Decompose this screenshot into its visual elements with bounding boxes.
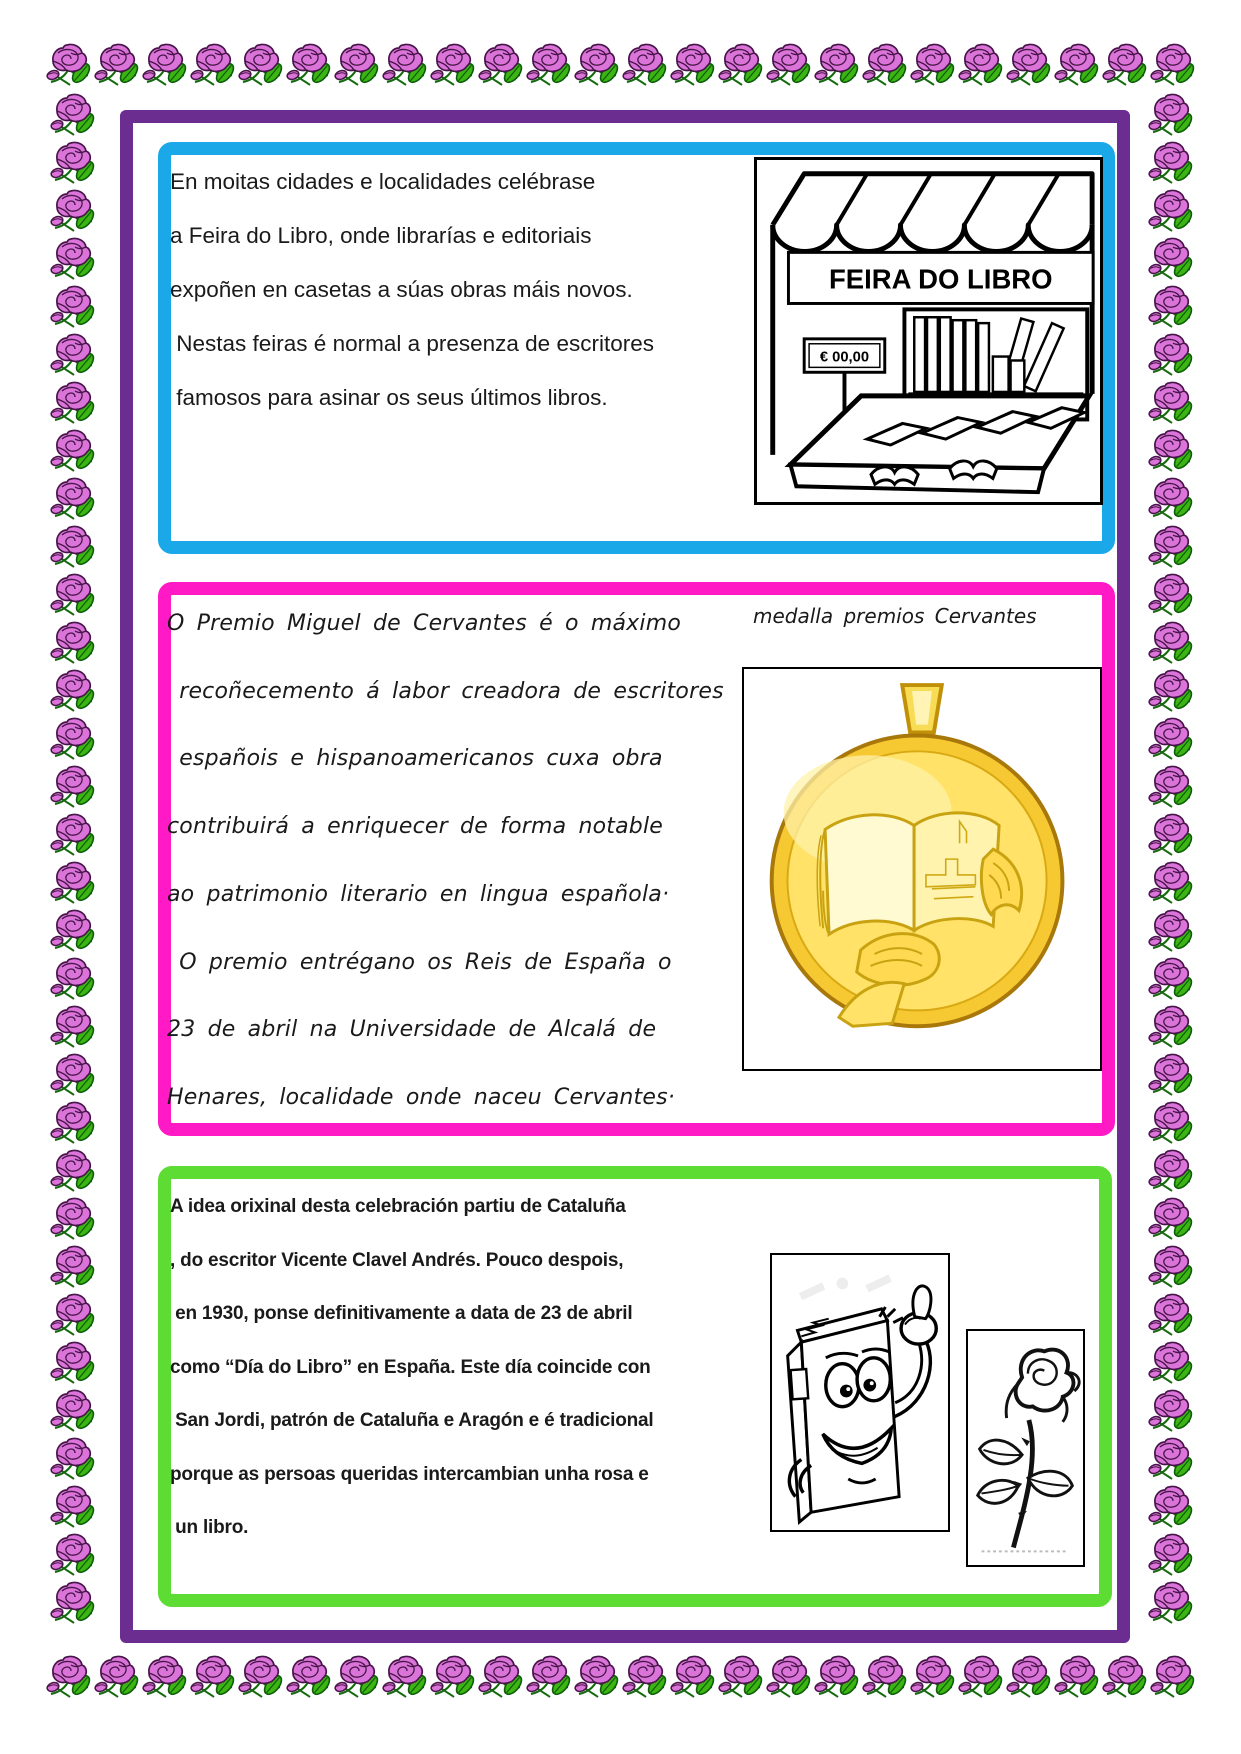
rose-icon: [380, 42, 428, 90]
gold-medal-icon: [744, 669, 1100, 1069]
rose-icon: [140, 42, 188, 90]
rose-icon: [1146, 332, 1194, 380]
text-line: como “Día do Libro” en España. Este día coincide con: [170, 1356, 651, 1378]
rose-icon: [908, 1654, 956, 1702]
rose-icon: [812, 1654, 860, 1702]
rose-icon: [48, 1196, 96, 1244]
rose-icon: [428, 1654, 476, 1702]
rose-icon: [380, 1654, 428, 1702]
rose-icon: [48, 428, 96, 476]
dia-do-libro-paragraph: [170, 1180, 653, 1555]
rose-icon: [236, 42, 284, 90]
rose-icon: [1146, 1196, 1194, 1244]
rose-icon: [668, 1654, 716, 1702]
rose-icon: [48, 140, 96, 188]
rose-icon: [1146, 524, 1194, 572]
rose-icon: [48, 476, 96, 524]
rose-icon: [1004, 42, 1052, 90]
rose-icon: [1146, 668, 1194, 716]
rose-icon: [1146, 92, 1194, 140]
rose-icon: [1052, 42, 1100, 90]
rose-icon: [1146, 476, 1194, 524]
rose-illustration: [966, 1329, 1085, 1567]
rose-icon: [1146, 1148, 1194, 1196]
book-stall-icon: [757, 160, 1100, 502]
rose-icon: [236, 1654, 284, 1702]
text-line: recoñecemento á labor creadora de escritores: [167, 678, 724, 704]
rose-icon: [1146, 1340, 1194, 1388]
text-line: famosos para asinar os seus últimos libros.: [170, 385, 608, 410]
rose-icon: [48, 764, 96, 812]
rose-icon: [1146, 908, 1194, 956]
rose-icon: [48, 1484, 96, 1532]
rose-icon: [1146, 956, 1194, 1004]
rose-border-top: [44, 42, 1196, 90]
rose-icon: [428, 42, 476, 90]
rose-icon: [332, 42, 380, 90]
rose-icon: [1148, 42, 1196, 90]
rose-icon: [48, 1148, 96, 1196]
book-fair-illustration: [754, 157, 1103, 505]
rose-icon: [1100, 1654, 1148, 1702]
rose-icon: [48, 1436, 96, 1484]
rose-icon: [332, 1654, 380, 1702]
medal-caption: medalla premios Cervantes: [753, 604, 1037, 628]
rose-icon: [48, 92, 96, 140]
rose-icon: [956, 42, 1004, 90]
rose-icon: [48, 620, 96, 668]
rose-icon: [48, 572, 96, 620]
rose-icon: [1146, 380, 1194, 428]
text-line: , do escritor Vicente Clavel Andrés. Pouco despois,: [170, 1249, 624, 1271]
rose-icon: [860, 42, 908, 90]
rose-icon: [48, 1340, 96, 1388]
rose-icon: [620, 1654, 668, 1702]
rose-icon: [1146, 860, 1194, 908]
rose-icon: [1146, 716, 1194, 764]
rose-icon: [860, 1654, 908, 1702]
rose-icon: [92, 1654, 140, 1702]
rose-icon: [1146, 236, 1194, 284]
text-line: 23 de abril na Universidade de Alcalá de: [167, 1017, 657, 1043]
text-line: O Premio Miguel de Cervantes é o máximo: [167, 611, 682, 636]
text-line: Henares, localidade onde naceu Cervantes·: [167, 1084, 675, 1110]
rose-icon: [48, 380, 96, 428]
rose-icon: [1146, 1580, 1194, 1628]
rose-icon: [48, 1004, 96, 1052]
rose-icon: [48, 716, 96, 764]
rose-icon: [92, 42, 140, 90]
text-line: O premio entrégano os Reis de España o: [167, 949, 672, 975]
rose-icon: [48, 1292, 96, 1340]
rose-icon: [1146, 1436, 1194, 1484]
text-line: ao patrimonio literario en lingua española·: [167, 881, 670, 907]
rose-border-left: [48, 92, 96, 1628]
rose-icon: [48, 332, 96, 380]
feira-paragraph: [170, 155, 654, 425]
text-line: a Feira do Libro, onde librarías e editoriais: [170, 223, 592, 248]
rose-icon: [48, 812, 96, 860]
rose-icon: [1148, 1654, 1196, 1702]
rose-icon: [1146, 140, 1194, 188]
text-line: un libro.: [170, 1517, 249, 1538]
rose-icon: [48, 1532, 96, 1580]
rose-icon: [48, 236, 96, 284]
rose-icon: [44, 1654, 92, 1702]
text-line: A idea orixinal desta celebración partiu de Cataluña: [170, 1196, 626, 1217]
rose-icon: [764, 1654, 812, 1702]
book-character-illustration: [770, 1253, 950, 1532]
rose-icon: [476, 1654, 524, 1702]
text-line: porque as persoas queridas intercambian unha rosa e: [170, 1463, 649, 1485]
rose-icon: [1146, 572, 1194, 620]
text-line: en 1930, ponse definitivamente a data de 23 de abril: [170, 1303, 633, 1324]
text-line: San Jordi, patrón de Cataluña e Aragón e é tradicional: [170, 1410, 654, 1431]
rose-icon: [284, 1654, 332, 1702]
rose-icon: [1146, 1292, 1194, 1340]
rose-icon: [188, 1654, 236, 1702]
rose-icon: [44, 42, 92, 90]
rose-icon: [1146, 428, 1194, 476]
premio-paragraph: [167, 590, 724, 1132]
rose-icon: [1146, 1244, 1194, 1292]
rose-icon: [48, 956, 96, 1004]
rose-icon: [1146, 764, 1194, 812]
rose-icon: [188, 42, 236, 90]
rose-icon: [48, 1388, 96, 1436]
rose-icon: [1146, 1004, 1194, 1052]
rose-border-right: [1146, 92, 1194, 1628]
rose-icon: [48, 908, 96, 956]
svg-text:FEIRA DO LIBRO: FEIRA DO LIBRO: [829, 263, 1053, 295]
rose-icon: [48, 668, 96, 716]
rose-icon: [1146, 1532, 1194, 1580]
rose-icon: [620, 42, 668, 90]
rose-icon: [48, 1244, 96, 1292]
rose-icon: [1146, 1388, 1194, 1436]
rose-icon: [1146, 1484, 1194, 1532]
rose-icon: [48, 284, 96, 332]
rose-icon: [716, 1654, 764, 1702]
rose-icon: [1052, 1654, 1100, 1702]
rose-icon: [812, 42, 860, 90]
rose-icon: [1146, 1100, 1194, 1148]
rose-icon: [668, 42, 716, 90]
text-line: En moitas cidades e localidades celébrase: [170, 169, 596, 194]
rose-icon: [524, 42, 572, 90]
rose-icon: [284, 42, 332, 90]
rose-icon: [1004, 1654, 1052, 1702]
rose-icon: [48, 188, 96, 236]
text-line: Nestas feiras é normal a presenza de escritores: [170, 331, 654, 356]
text-line: expoñen en casetas a súas obras máis novos.: [170, 277, 633, 302]
rose-icon: [716, 42, 764, 90]
rose-icon: [908, 42, 956, 90]
rose-icon: [1146, 1052, 1194, 1100]
rose-icon: [48, 1052, 96, 1100]
rose-icon: [1146, 812, 1194, 860]
rose-icon: [48, 1580, 96, 1628]
rose-icon: [476, 42, 524, 90]
rose-icon: [524, 1654, 572, 1702]
rose-icon: [48, 1100, 96, 1148]
rose-icon: [764, 42, 812, 90]
rose-icon: [1100, 42, 1148, 90]
svg-text:€ 00,00: € 00,00: [819, 349, 870, 366]
rose-icon: [956, 1654, 1004, 1702]
rose-icon: [1146, 188, 1194, 236]
rose-icon: [1146, 284, 1194, 332]
rose-border-bottom: [44, 1654, 1196, 1702]
rose-icon: [572, 42, 620, 90]
cartoon-book-icon: [772, 1255, 948, 1530]
rose-icon: [140, 1654, 188, 1702]
rose-icon: [48, 524, 96, 572]
text-line: contribuirá a enriquecer de forma notable: [167, 814, 664, 840]
rose-icon: [572, 1654, 620, 1702]
rose-flower-icon: [968, 1331, 1083, 1565]
rose-icon: [48, 860, 96, 908]
text-line: españois e hispanoamericanos cuxa obra: [167, 746, 663, 772]
rose-icon: [1146, 620, 1194, 668]
cervantes-medal-illustration: [742, 667, 1102, 1071]
